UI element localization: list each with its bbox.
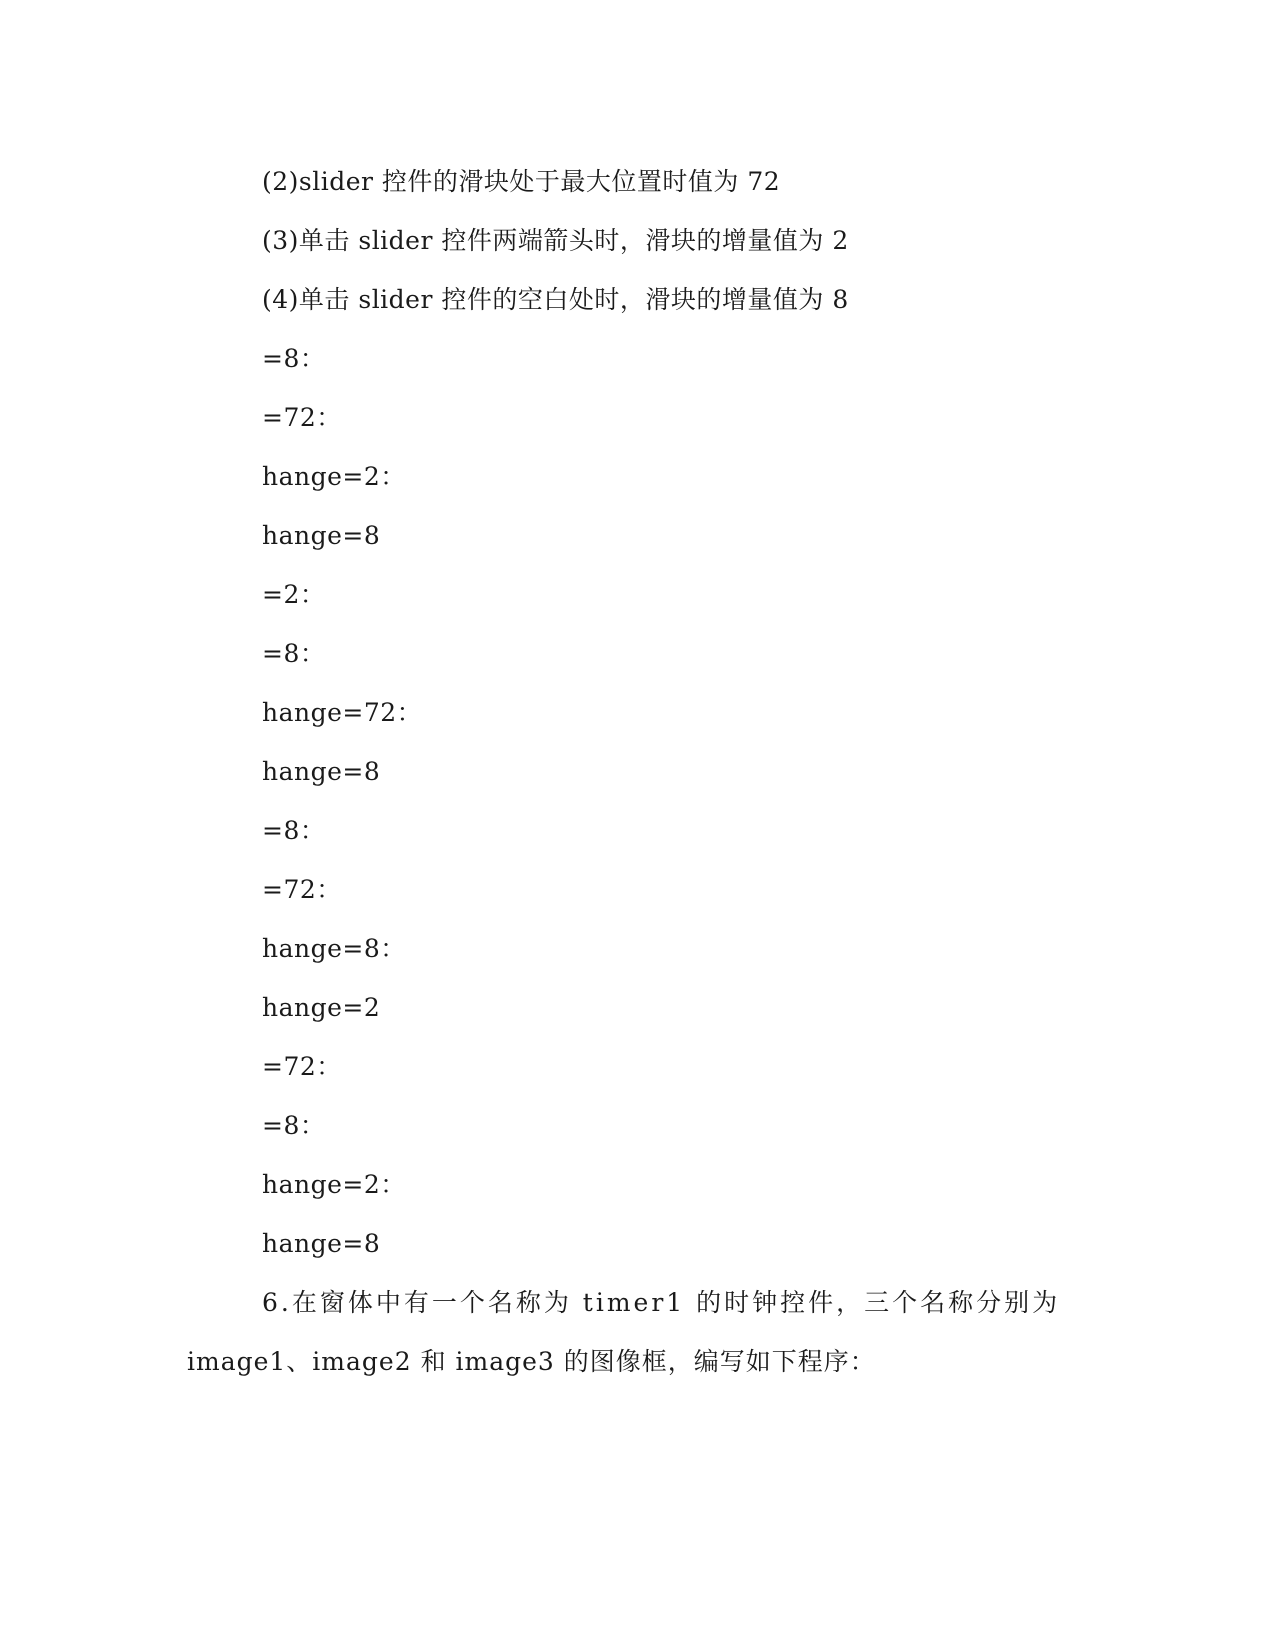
text-line: hange=8 (262, 757, 381, 786)
text-line: (4)单击 slider 控件的空白处时，滑块的增量值为 8 (262, 285, 849, 314)
text-line: hange=8 (262, 1229, 381, 1258)
text-line: hange=2 (262, 993, 381, 1022)
text-line: =72： (262, 1052, 342, 1081)
question-6-second-line: image1、image2 和 image3 的图像框，编写如下程序： (187, 1347, 876, 1376)
text-line: (2)slider 控件的滑块处于最大位置时值为 72 (262, 167, 781, 196)
text-line: (3)单击 slider 控件两端箭头时，滑块的增量值为 2 (262, 226, 849, 255)
text-line: hange=2： (262, 462, 406, 491)
text-line: =8： (262, 344, 326, 373)
text-line: =8： (262, 639, 326, 668)
text-line: =72： (262, 403, 342, 432)
text-line: hange=72： (262, 698, 423, 727)
text-line: hange=8： (262, 934, 406, 963)
text-line: =72： (262, 875, 342, 904)
text-line: hange=2： (262, 1170, 406, 1199)
text-line: hange=8 (262, 521, 381, 550)
text-line: =8： (262, 1111, 326, 1140)
question-6-first-line: 6.在窗体中有一个名称为 timer1 的时钟控件，三个名称分别为 (262, 1288, 1061, 1317)
text-line: =8： (262, 816, 326, 845)
text-line: =2： (262, 580, 326, 609)
